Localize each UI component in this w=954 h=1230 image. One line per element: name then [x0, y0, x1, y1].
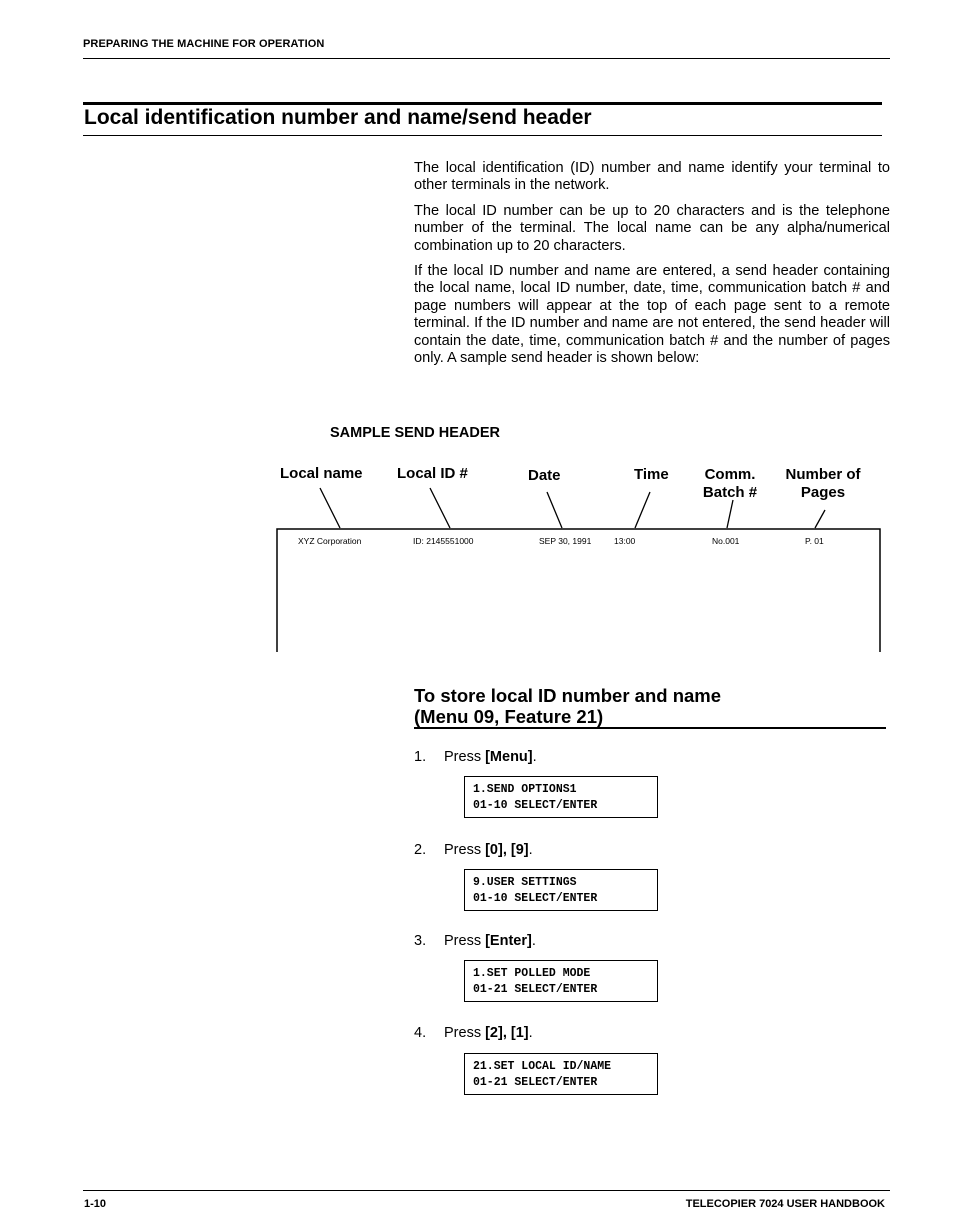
footer-rule: [83, 1190, 890, 1191]
paragraph-id-length: The local ID number can be up to 20 characters and is the telephone number of the terminal. The local name can be any alpha/numerical combination up to 20 characters.: [414, 203, 890, 254]
callout-pages-line1: Number of: [785, 466, 861, 483]
step-text: Press: [444, 749, 486, 765]
sample-page-frame: [277, 529, 880, 652]
step-key: [Enter]: [485, 933, 532, 949]
step-number: 4.: [414, 1025, 427, 1041]
header-field-batch: No.001: [712, 536, 740, 546]
sample-header-label: SAMPLE SEND HEADER: [330, 425, 500, 441]
lcd-line-2: 01-10 SELECT/ENTER: [473, 892, 598, 905]
pointer-local-id: [430, 488, 450, 528]
header-field-time: 13:00: [614, 536, 636, 546]
callout-comm-line1: Comm.: [704, 466, 756, 483]
step-text-end: .: [531, 933, 536, 949]
step-number: 1.: [414, 749, 427, 765]
step-2: [414, 842, 533, 858]
lcd-line-2: 01-21 SELECT/ENTER: [473, 983, 598, 996]
pointer-date: [547, 492, 562, 528]
pointer-comm-batch: [727, 500, 733, 528]
step-number: 3.: [414, 933, 427, 949]
lcd-display-step-3: [464, 960, 658, 1002]
step-3: [414, 933, 536, 949]
callout-pages-line2: Pages: [800, 484, 846, 501]
header-field-name: XYZ Corporation: [298, 536, 362, 546]
lcd-display-step-4: [464, 1053, 658, 1095]
step-key: [Menu]: [485, 749, 533, 765]
lcd-display-step-2: [464, 869, 658, 911]
lcd-line-1: 21.SET LOCAL ID/NAME: [473, 1060, 612, 1073]
book-title: TELECOPIER 7024 USER HANDBOOK: [685, 1198, 885, 1210]
step-key: [2], [1]: [485, 1025, 529, 1041]
callout-local-id: Local ID #: [397, 465, 468, 482]
pointer-pages: [815, 510, 825, 528]
step-key: [0], [9]: [485, 842, 529, 858]
lcd-line-2: 01-21 SELECT/ENTER: [473, 1076, 598, 1089]
pointer-time: [635, 492, 650, 528]
paragraph-intro: The local identification (ID) number and name identify your terminal to other terminals in the network.: [414, 160, 890, 194]
lcd-line-1: 1.SEND OPTIONS1: [473, 783, 577, 796]
header-field-page: P. 01: [805, 536, 824, 546]
section-title: Local identification number and name/send header: [84, 106, 592, 129]
lcd-line-2: 01-10 SELECT/ENTER: [473, 799, 598, 812]
callout-time: Time: [634, 466, 669, 483]
step-4: [414, 1025, 533, 1041]
pointer-local-name: [320, 488, 340, 528]
lcd-line-1: 9.USER SETTINGS: [473, 876, 577, 889]
procedure-title-line1: To store local ID number and name: [414, 685, 722, 706]
callout-date: Date: [528, 467, 561, 484]
paragraph-send-header: If the local ID number and name are entered, a send header containing the local name, local ID number, date, time, communication batch # and page numbers will appear at the top of each page sent to a remote terminal. If the ID number and name are not entered, the send header will contain the date, time, communication batch # and the number of pages only. A sample send header is shown below:: [414, 263, 890, 367]
procedure-title-line2: (Menu 09, Feature 21): [414, 706, 604, 727]
lcd-display-step-1: [464, 776, 658, 818]
step-text: Press: [444, 933, 486, 949]
step-text: Press: [444, 842, 486, 858]
step-text-end: .: [528, 842, 533, 858]
procedure-title-rule: [414, 727, 886, 729]
step-text-end: .: [528, 1025, 533, 1041]
step-text: Press: [444, 1025, 486, 1041]
page-number: 1-10: [84, 1198, 107, 1210]
step-number: 2.: [414, 842, 427, 858]
running-head: PREPARING THE MACHINE FOR OPERATION: [83, 38, 325, 50]
lcd-line-1: 1.SET POLLED MODE: [473, 967, 591, 980]
callout-local-name: Local name: [280, 465, 363, 482]
header-field-date: SEP 30, 1991: [539, 536, 592, 546]
step-text-end: .: [532, 749, 537, 765]
procedure-title: [414, 685, 721, 727]
step-1: [414, 749, 537, 765]
header-field-id: ID: 2145551000: [413, 536, 474, 546]
callout-comm-line2: Batch #: [702, 484, 758, 501]
